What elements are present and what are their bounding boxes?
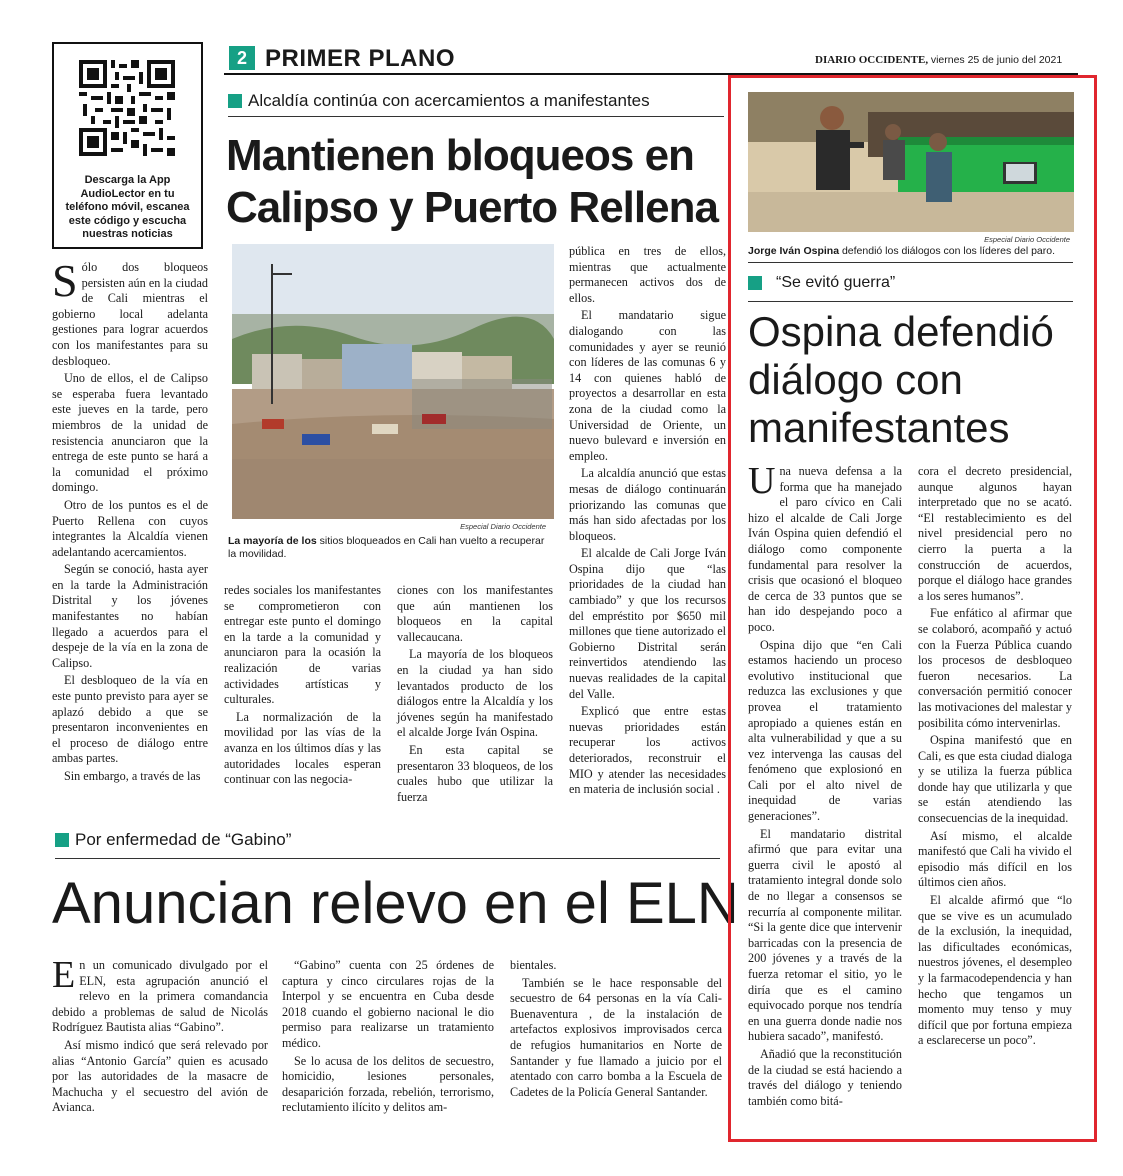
kicker-rule [748,301,1073,302]
body-text: Uno de ellos, el de Calipso se esperaba fuera levantado este jueves en la tarde, pero miembros de la unidad de resistencia anunciaron que la entrega de este punto se hará a la comunidad el próximo domingo. [52,371,208,495]
caption-bold: Jorge Iván Ospina [748,245,840,257]
article2-col1 [52,954,268,1118]
article3-col2 [918,464,1072,1051]
qr-code-icon [79,60,175,156]
body-text: bientales. [510,958,557,972]
caption-rule [748,262,1073,263]
body-text: En esta capital se presentaron 33 bloqueos, de los cuales hubo que utilizar la fuerza [397,742,553,804]
body-text: Se lo acusa de los delitos de secuestro, homicidio, lesiones personales, desaparición forzada, rebelión, terrorismo, reclutamiento ilícito y delitos am- [282,1053,494,1115]
article2-kicker-text: Por enfermedad de “Gabino” [75,830,292,849]
article1-kicker [228,91,650,111]
kicker-square-icon [748,276,762,290]
body-text: Explicó que entre estas nuevas prioridades están recuperar los activos deteriorados, reconstruir el MIO y atender las necesidades en materia de inclusión social . [569,704,726,797]
body-text: ciones con los manifestantes que aún mantienen los bloqueos en la capital vallecaucana. [397,583,553,644]
article3-photo [748,92,1074,232]
article1-col3 [397,583,553,807]
masthead-name: DIARIO OCCIDENTE, [815,54,929,66]
masthead [815,54,1062,66]
body-text: na nueva defensa a la forma que ha manejado el paro cívico en Cali hizo el alcalde de Cali Jorge Iván Ospina quien defendió el diálogo como componente fundamental para resolver la crisis que ocasionó el bloqueo de cerca de 33 puntos que se han ido despejando poco a poco. [748,464,902,634]
article3-kicker-text: “Se evitó guerra” [776,274,896,291]
article1-caption [228,535,550,561]
caption-text: sitios bloqueados en Cali han vuelto a recuperar la movilidad. [228,535,545,560]
article1-kicker-text: Alcaldía continúa con acercamientos a manifestantes [248,91,650,110]
body-text: Añadió que la reconstitución de la ciudad se está haciendo a través del diálogo y teniendo también como bitá- [748,1046,902,1108]
kicker-rule [228,116,724,117]
masthead-date: viernes 25 de junio del 2021 [930,54,1063,66]
body-text: El mandatario distrital afirmó que para evitar una guerra civil le apostó al tratamiento integral donde solo de no llegar a consensos se recurría al componente militar. “Si la gente dice que intervenir barricadas con la presencia de 200 jóvenes y a través de la fuerza retomar el sitio, yo le diría que es el camino equivocado porque nos tendría en una guerra donde nadie nos hubiera sacado”, manifestó. [748,826,902,1044]
body-text: La alcaldía anunció que estas mesas de diálogo continuarán priorizando las comunas que más han sido afectadas por los bloqueos. [569,466,726,543]
body-text: ólo dos bloqueos persisten aún en la ciudad de Cali mientras el gobierno local adelanta gestiones para lograr acuerdos con los manifestantes para su desbloqueo. [52,260,208,368]
caption-bold: La mayoría de los [228,535,317,547]
body-text: Así mismo, el alcalde manifestó que Cali ha vivido el episodio más difícil en los últimos cien años. [918,828,1072,890]
body-text: pública en tres de ellos, mientras que actualmente permanecen activos dos de ellos. [569,244,726,305]
article1-col4 [569,244,726,800]
article3-col1 [748,460,902,1111]
page-number: 2 [236,48,247,68]
body-text: Ospina manifestó que en Cali, es que esta ciudad dialoga y se utiliza la fuerza pública donde hay que utilizarla y que se están atendiendo las consecuencias de la inequidad. [918,733,1072,826]
dropcap: U [748,460,776,502]
body-text: También se le hace responsable del secuestro de 64 personas en la vía Cali-Buenaventura , de la instalación de artefactos explosivos improvisados cerca de refugios humanitarios en Norte de Santander y fue llamado a juicio por el atentado con carro bomba a la Escuela de Cadetes de la Policía General Santander. [510,975,722,1099]
article2-headline: Anuncian relevo en el ELN [52,871,739,936]
body-text: Según se conoció, hasta ayer en la tarde la Administración Distrital y los jóvenes manifestantes no habían llegado a acuerdos para el despeje de la vía en la zona de Calipso. [52,562,208,670]
body-text: El desbloqueo de la vía en este punto previsto para ayer se aplazó debido a que se presentaron inconvenientes en el proceso de diálogo entre ambas partes. [52,673,208,766]
page-number-badge [229,46,255,70]
article2-col2 [282,958,494,1118]
body-text: Fue enfático al afirmar que se colaboró, acompañó y actuó con la Fuerza Pública cuando los procesos de desbloqueo fueron necesarios. La conversación permitió conocer las motivaciones del malestar y posibilita cómo intervenirlas. [918,606,1072,730]
body-text: El mandatario sigue dialogando con las comunidades y ayer se reunió con líderes de las comunas 6 y 14 con quienes habló de proyectos a desarrollar en esta zona de la ciudad como la Universidad de Oriente, un nuevo bulevard e inversión en empleo. [569,308,726,463]
article2-kicker [55,830,291,850]
article2-col3 [510,958,722,1102]
kicker-square-icon [228,94,242,108]
article3-photo-credit: Especial Diario Occidente [984,235,1070,244]
qr-box [52,42,203,249]
article1-photo [232,244,554,519]
article1-col1 [52,255,208,787]
article1-col2 [224,583,381,790]
dropcap: S [52,255,78,306]
article3-caption [748,245,1078,258]
body-text: La mayoría de los bloqueos en la ciudad ya han sido levantados producto de los diálogos entre la Alcaldía y los jóvenes según ha manifestado el alcalde Jorge Iván Ospina. [397,647,553,740]
body-text: n un comunicado divulgado por el ELN, esta agrupación anunció el relevo en la primera comandancia debido a problemas de salud de Nicolás Rodríguez Bautista alias “Gabino”. [52,958,268,1035]
body-text: Ospina dijo que “en Cali estamos haciendo un proceso evolutivo institucional que reduzca las exclusiones y que provea el tratamiento apropiado a quienes están en alta vulnerabilidad y que a su vez intervenga las causas del fenómeno que explosionó en Cali por el alto nivel de inequidad de varias generaciones”. [748,637,902,824]
article1-photo-credit: Especial Diario Occidente [460,522,546,531]
body-text: Así mismo indicó que será relevado por alias “Antonio García” quien es acusado por las autoridades de la masacre de Machucha y el secuestro del avión de Avianca. [52,1037,268,1115]
dropcap: E [52,954,76,996]
body-text: El alcalde afirmó que “lo que se vive es un acumulado de la exclusión, la inequidad, las dificultades económicas, nuestros jóvenes, el desempleo y la farmacodependencia y han hecho que tengamos un momento muy tenso y muy difícil que por fortuna empieza a esclarecerse un poco”. [918,893,1072,1048]
body-text: “Gabino” cuenta con 25 órdenes de captura y cinco circulares rojas de la Interpol y se encuentra en Cuba desde 2018 cuando el gobierno nacional le dio permiso para realizarse un tratamiento médico. [282,958,494,1050]
caption-text: defendió los diálogos con los líderes del paro. [841,245,1056,257]
qr-caption: Descarga la App AudioLector en tu teléfono móvil, escanea este código y escucha nuestras noticias [65,174,190,240]
kicker-rule [55,858,720,859]
body-text: Otro de los puntos es el de Puerto Rellena con cuyos integrantes la Alcaldía vienen adelantando acercamientos. [52,497,208,559]
body-text: redes sociales los manifestantes se comprometieron con entregar este punto el domingo en la tarde a la comunidad y anunciaron para la ocasión la realización de varias actividades artísticas y culturales. [224,583,381,707]
body-text: cora el decreto presidencial, aunque algunos hayan interpretado que no se acató. “El restablecimiento es del nivel presidencial pero no cierro la puerta a la construcción de acuerdos, porque el diálogo hace grandes a los seres humanos”. [918,464,1072,603]
kicker-square-icon [55,833,69,847]
body-text: La normalización de la movilidad por las vías de la avanza en los últimos días y las autoridades locales esperan continuar con las negocia- [224,709,381,787]
article1-headline: Mantienen bloqueos en Calipso y Puerto Rellena [226,131,718,232]
body-text: Sin embargo, a través de las [64,769,201,783]
article3-headline: Ospina defendió diálogo con manifestantes [748,308,1054,451]
section-title: PRIMER PLANO [265,45,456,72]
body-text: El alcalde de Cali Jorge Iván Ospina dijo que “las prioridades de la ciudad han cambiado” y que los recursos del empréstito por $650 mil millones que tiene autorizado el Gobierno Distrital serán reinvertidos atendiendo las nuevas realidades de la capital del Valle. [569,546,726,701]
article3-kicker [748,274,895,292]
